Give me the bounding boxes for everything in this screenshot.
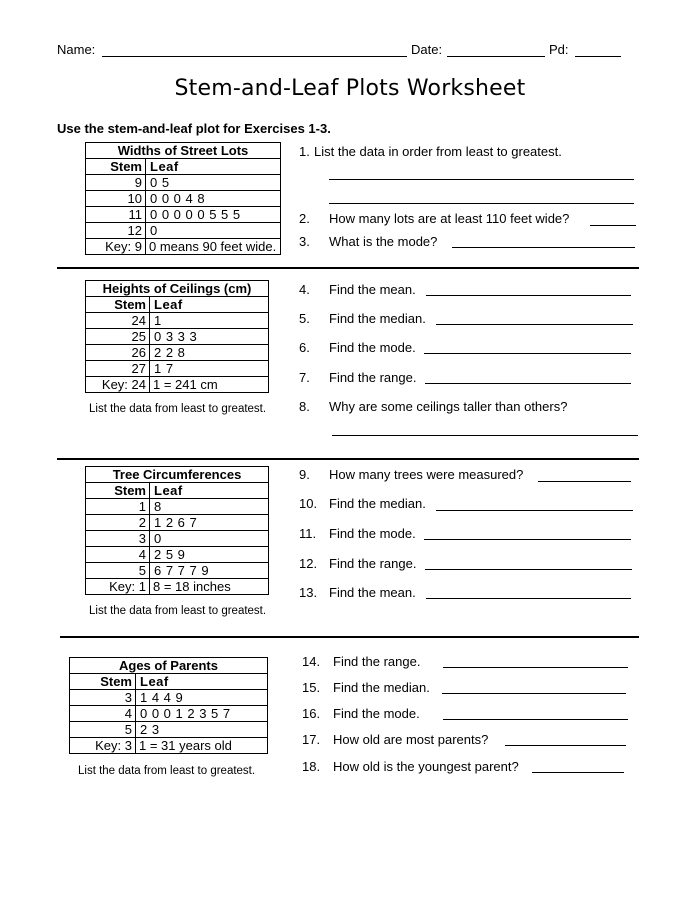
question-text: Find the median. — [329, 496, 426, 511]
plot-title: Tree Circumferences — [86, 467, 268, 483]
stem-cell: 5 — [70, 722, 136, 738]
question-number: 9. — [299, 467, 310, 482]
plot-title: Ages of Parents — [70, 658, 267, 674]
stem-cell: 4 — [86, 547, 150, 563]
section-divider — [60, 636, 639, 638]
stem-cell: 25 — [86, 329, 150, 345]
leaf-cell: 0 0 0 0 0 5 5 5 — [146, 207, 281, 223]
date-label: Date: — [411, 42, 443, 57]
key-leaf: 1 = 241 cm — [153, 377, 218, 392]
question-number: 11. — [299, 526, 317, 541]
question-text: Find the mean. — [329, 282, 416, 297]
question-number: 4. — [299, 282, 310, 297]
section-divider — [57, 458, 639, 460]
leaf-cell: 1 4 4 9 — [136, 690, 268, 706]
leaf-header: Leaf — [150, 297, 269, 313]
question-number: 8. — [299, 399, 310, 414]
stem-leaf-plot-street-lots — [86, 143, 280, 254]
question-number: 17. — [302, 732, 321, 747]
question-text: What is the mode? — [329, 234, 438, 249]
question-number: 14. — [302, 654, 321, 669]
answer-line[interactable] — [538, 481, 631, 482]
leaf-cell: 6 7 7 7 9 — [150, 563, 269, 579]
stem-cell: 26 — [86, 345, 150, 361]
stem-cell: 27 — [86, 361, 150, 377]
date-field[interactable] — [447, 56, 545, 57]
leaf-cell: 2 3 — [136, 722, 268, 738]
leaf-cell: 0 0 0 4 8 — [146, 191, 281, 207]
page-title: Stem-and-Leaf Plots Worksheet — [174, 76, 526, 101]
plot-note: List the data from least to greatest. — [89, 403, 267, 415]
stem-cell: 3 — [70, 690, 136, 706]
stem-cell: 5 — [86, 563, 150, 579]
stem-cell: 11 — [86, 207, 146, 223]
answer-line[interactable] — [332, 435, 638, 436]
stem-cell: 2 — [86, 515, 150, 531]
question-number: 5. — [299, 311, 310, 326]
question-number: 12. — [299, 556, 318, 571]
question-text: Find the range. — [329, 556, 417, 571]
question-number: 7. — [299, 370, 310, 385]
question-text: Find the range. — [333, 654, 421, 669]
stem-cell: 9 — [86, 175, 146, 191]
leaf-cell: 2 2 8 — [150, 345, 269, 361]
stem-cell: 24 — [86, 313, 150, 329]
leaf-cell: 8 — [150, 499, 269, 515]
leaf-header: Leaf — [136, 674, 268, 690]
question-text: How old is the youngest parent? — [333, 759, 519, 774]
question-text: Find the median. — [329, 311, 426, 326]
stem-header: Stem — [86, 483, 150, 499]
answer-line[interactable] — [426, 295, 631, 296]
leaf-cell: 0 — [146, 223, 281, 239]
answer-line[interactable] — [436, 510, 633, 511]
question-number: 10. — [299, 496, 318, 511]
leaf-cell: 0 3 3 3 — [150, 329, 269, 345]
question-number: 1. — [299, 144, 310, 159]
instruction-text: Use the stem-and-leaf plot for Exercises 1-3. — [57, 121, 331, 136]
question-text: Find the median. — [333, 680, 430, 695]
answer-line[interactable] — [425, 383, 631, 384]
answer-line[interactable] — [329, 179, 634, 180]
question-number: 3. — [299, 234, 310, 249]
key-stem: Key: 3 — [70, 738, 136, 754]
section-divider — [57, 267, 639, 269]
answer-line[interactable] — [424, 539, 631, 540]
key-stem: Key: 24 — [86, 377, 150, 393]
key-stem: Key: 9 — [86, 239, 146, 255]
answer-line[interactable] — [425, 569, 632, 570]
stem-cell: 12 — [86, 223, 146, 239]
answer-line[interactable] — [426, 598, 631, 599]
answer-line[interactable] — [436, 324, 633, 325]
question-number: 16. — [302, 706, 321, 721]
key-stem: Key: 1 — [86, 579, 150, 595]
question-text: Find the mode. — [333, 706, 420, 721]
question-text: List the data in order from least to greatest. — [314, 144, 562, 159]
leaf-cell: 0 5 — [146, 175, 281, 191]
question-text: Find the mode. — [329, 340, 416, 355]
leaf-cell: 1 — [150, 313, 269, 329]
answer-line[interactable] — [532, 772, 624, 773]
answer-line[interactable] — [424, 353, 631, 354]
question-text: Why are some ceilings taller than others? — [329, 399, 568, 414]
answer-line[interactable] — [452, 247, 635, 248]
stem-cell: 3 — [86, 531, 150, 547]
plot-note: List the data from least to greatest. — [78, 765, 256, 777]
leaf-cell: 0 — [150, 531, 269, 547]
leaf-cell: 1 7 — [150, 361, 269, 377]
key-leaf: 0 means 90 feet wide. — [149, 239, 277, 254]
stem-cell: 10 — [86, 191, 146, 207]
stem-cell: 1 — [86, 499, 150, 515]
key-leaf: 1 = 31 years old — [139, 738, 232, 753]
stem-header: Stem — [86, 297, 150, 313]
answer-line[interactable] — [505, 745, 626, 746]
key-leaf: 8 = 18 inches — [153, 579, 231, 594]
plot-note: List the data from least to greatest. — [89, 605, 267, 617]
stem-cell: 4 — [70, 706, 136, 722]
leaf-header: Leaf — [146, 159, 281, 175]
question-text: Find the mean. — [329, 585, 416, 600]
question-number: 18. — [302, 759, 321, 774]
name-field[interactable] — [102, 56, 407, 57]
question-text: Find the mode. — [329, 526, 416, 541]
stem-leaf-plot-ceilings — [86, 281, 268, 392]
answer-line[interactable] — [329, 203, 634, 204]
question-text: Find the range. — [329, 370, 417, 385]
period-field[interactable] — [575, 56, 621, 57]
plot-title: Heights of Ceilings (cm) — [86, 281, 268, 297]
question-number: 13. — [299, 585, 318, 600]
leaf-header: Leaf — [150, 483, 269, 499]
stem-header: Stem — [70, 674, 136, 690]
question-text: How old are most parents? — [333, 732, 489, 747]
question-number: 2. — [299, 211, 310, 226]
answer-line[interactable] — [443, 719, 628, 720]
question-text: How many trees were measured? — [329, 467, 524, 482]
answer-line[interactable] — [590, 225, 636, 226]
question-text: How many lots are at least 110 feet wide? — [329, 211, 570, 226]
plot-title: Widths of Street Lots — [86, 143, 280, 159]
stem-leaf-plot-parents — [70, 658, 267, 753]
answer-line[interactable] — [443, 667, 628, 668]
name-label: Name: — [57, 42, 96, 57]
leaf-cell: 2 5 9 — [150, 547, 269, 563]
stem-leaf-plot-trees — [86, 467, 268, 594]
answer-line[interactable] — [442, 693, 626, 694]
leaf-cell: 1 2 6 7 — [150, 515, 269, 531]
period-label: Pd: — [549, 42, 569, 57]
question-number: 6. — [299, 340, 310, 355]
leaf-cell: 0 0 0 1 2 3 5 7 — [136, 706, 268, 722]
question-number: 15. — [302, 680, 321, 695]
stem-header: Stem — [86, 159, 146, 175]
